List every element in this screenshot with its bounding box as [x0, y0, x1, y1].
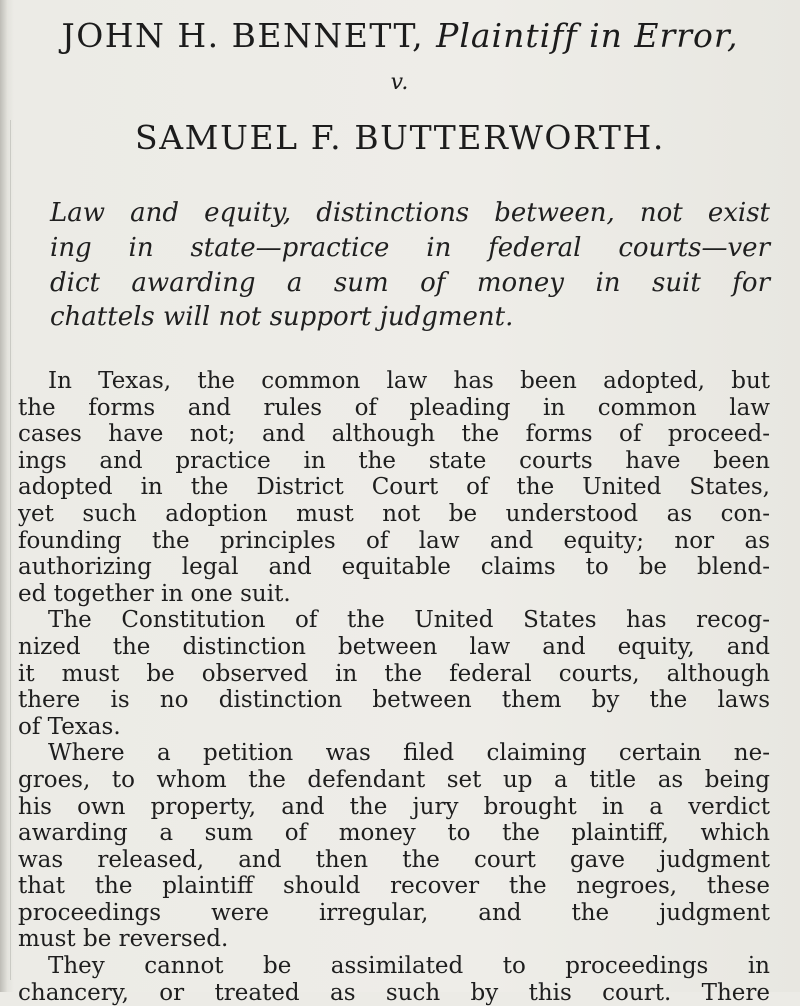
syllabus-line: the forms and rules of pleading in common law — [18, 394, 770, 421]
syllabus-line: founding the principles of law and equity; nor as — [18, 527, 770, 554]
syllabus-line: awarding a sum of money to the plaintiff, which — [18, 820, 770, 847]
plaintiff-role: Plaintiff in Error, — [436, 16, 739, 55]
syllabus-line: They cannot be assimilated to proceedings in — [48, 953, 770, 980]
syllabus-line: cases have not; and although the forms of proceed- — [18, 421, 770, 448]
column-rule — [10, 120, 11, 980]
syllabus-line: of Texas. — [18, 713, 121, 740]
syllabus-line: authorizing legal and equitable claims to be blend- — [18, 554, 770, 581]
case-caption-plaintiff — [0, 16, 800, 55]
syllabus-line: proceedings were irregular, and the judgment — [18, 899, 770, 926]
syllabus-line: chancery, or treated as such by this court. There — [18, 979, 770, 1006]
syllabus-line: yet such adoption must not be understood as con- — [18, 500, 770, 527]
syllabus-line: his own property, and the jury brought in a verdict — [18, 793, 770, 820]
case-caption-versus: v. — [390, 70, 410, 95]
syllabus-line: there is no distinction between them by the laws — [18, 687, 770, 714]
syllabus-body — [18, 368, 770, 1006]
syllabus-line: ings and practice in the state courts have been — [18, 447, 770, 474]
syllabus-line: nized the distinction between law and equity, and — [18, 633, 770, 660]
headnote-index-line: ing in state—practice in federal courts—ver — [50, 232, 770, 263]
syllabus-line: groes, to whom the defendant set up a title as being — [18, 766, 770, 793]
syllabus-line: ed together in one suit. — [18, 580, 291, 607]
headnote-index-line: chattels will not support judgment. — [50, 302, 514, 333]
headnote-index-line: Law and equity, distinctions between, not exist — [50, 198, 770, 228]
syllabus-line: In Texas, the common law has been adopted, but — [48, 368, 770, 394]
headnote-index — [50, 196, 770, 335]
syllabus-line: Where a petition was filed claiming certain ne- — [48, 740, 770, 767]
syllabus-line: was released, and then the court gave judgment — [18, 846, 770, 873]
syllabus-line: must be reversed. — [18, 926, 229, 953]
syllabus-line: The Constitution of the United States has recog- — [48, 607, 770, 634]
syllabus-line: it must be observed in the federal courts, although — [18, 660, 770, 687]
plaintiff-name: JOHN H. BENNETT, — [61, 16, 425, 55]
syllabus-line: adopted in the District Court of the United States, — [18, 474, 770, 501]
syllabus-line: that the plaintiff should recover the negroes, these — [18, 873, 770, 900]
case-caption-defendant: SAMUEL F. BUTTERWORTH. — [135, 118, 665, 157]
headnote-index-line: dict awarding a sum of money in suit for — [50, 267, 770, 298]
